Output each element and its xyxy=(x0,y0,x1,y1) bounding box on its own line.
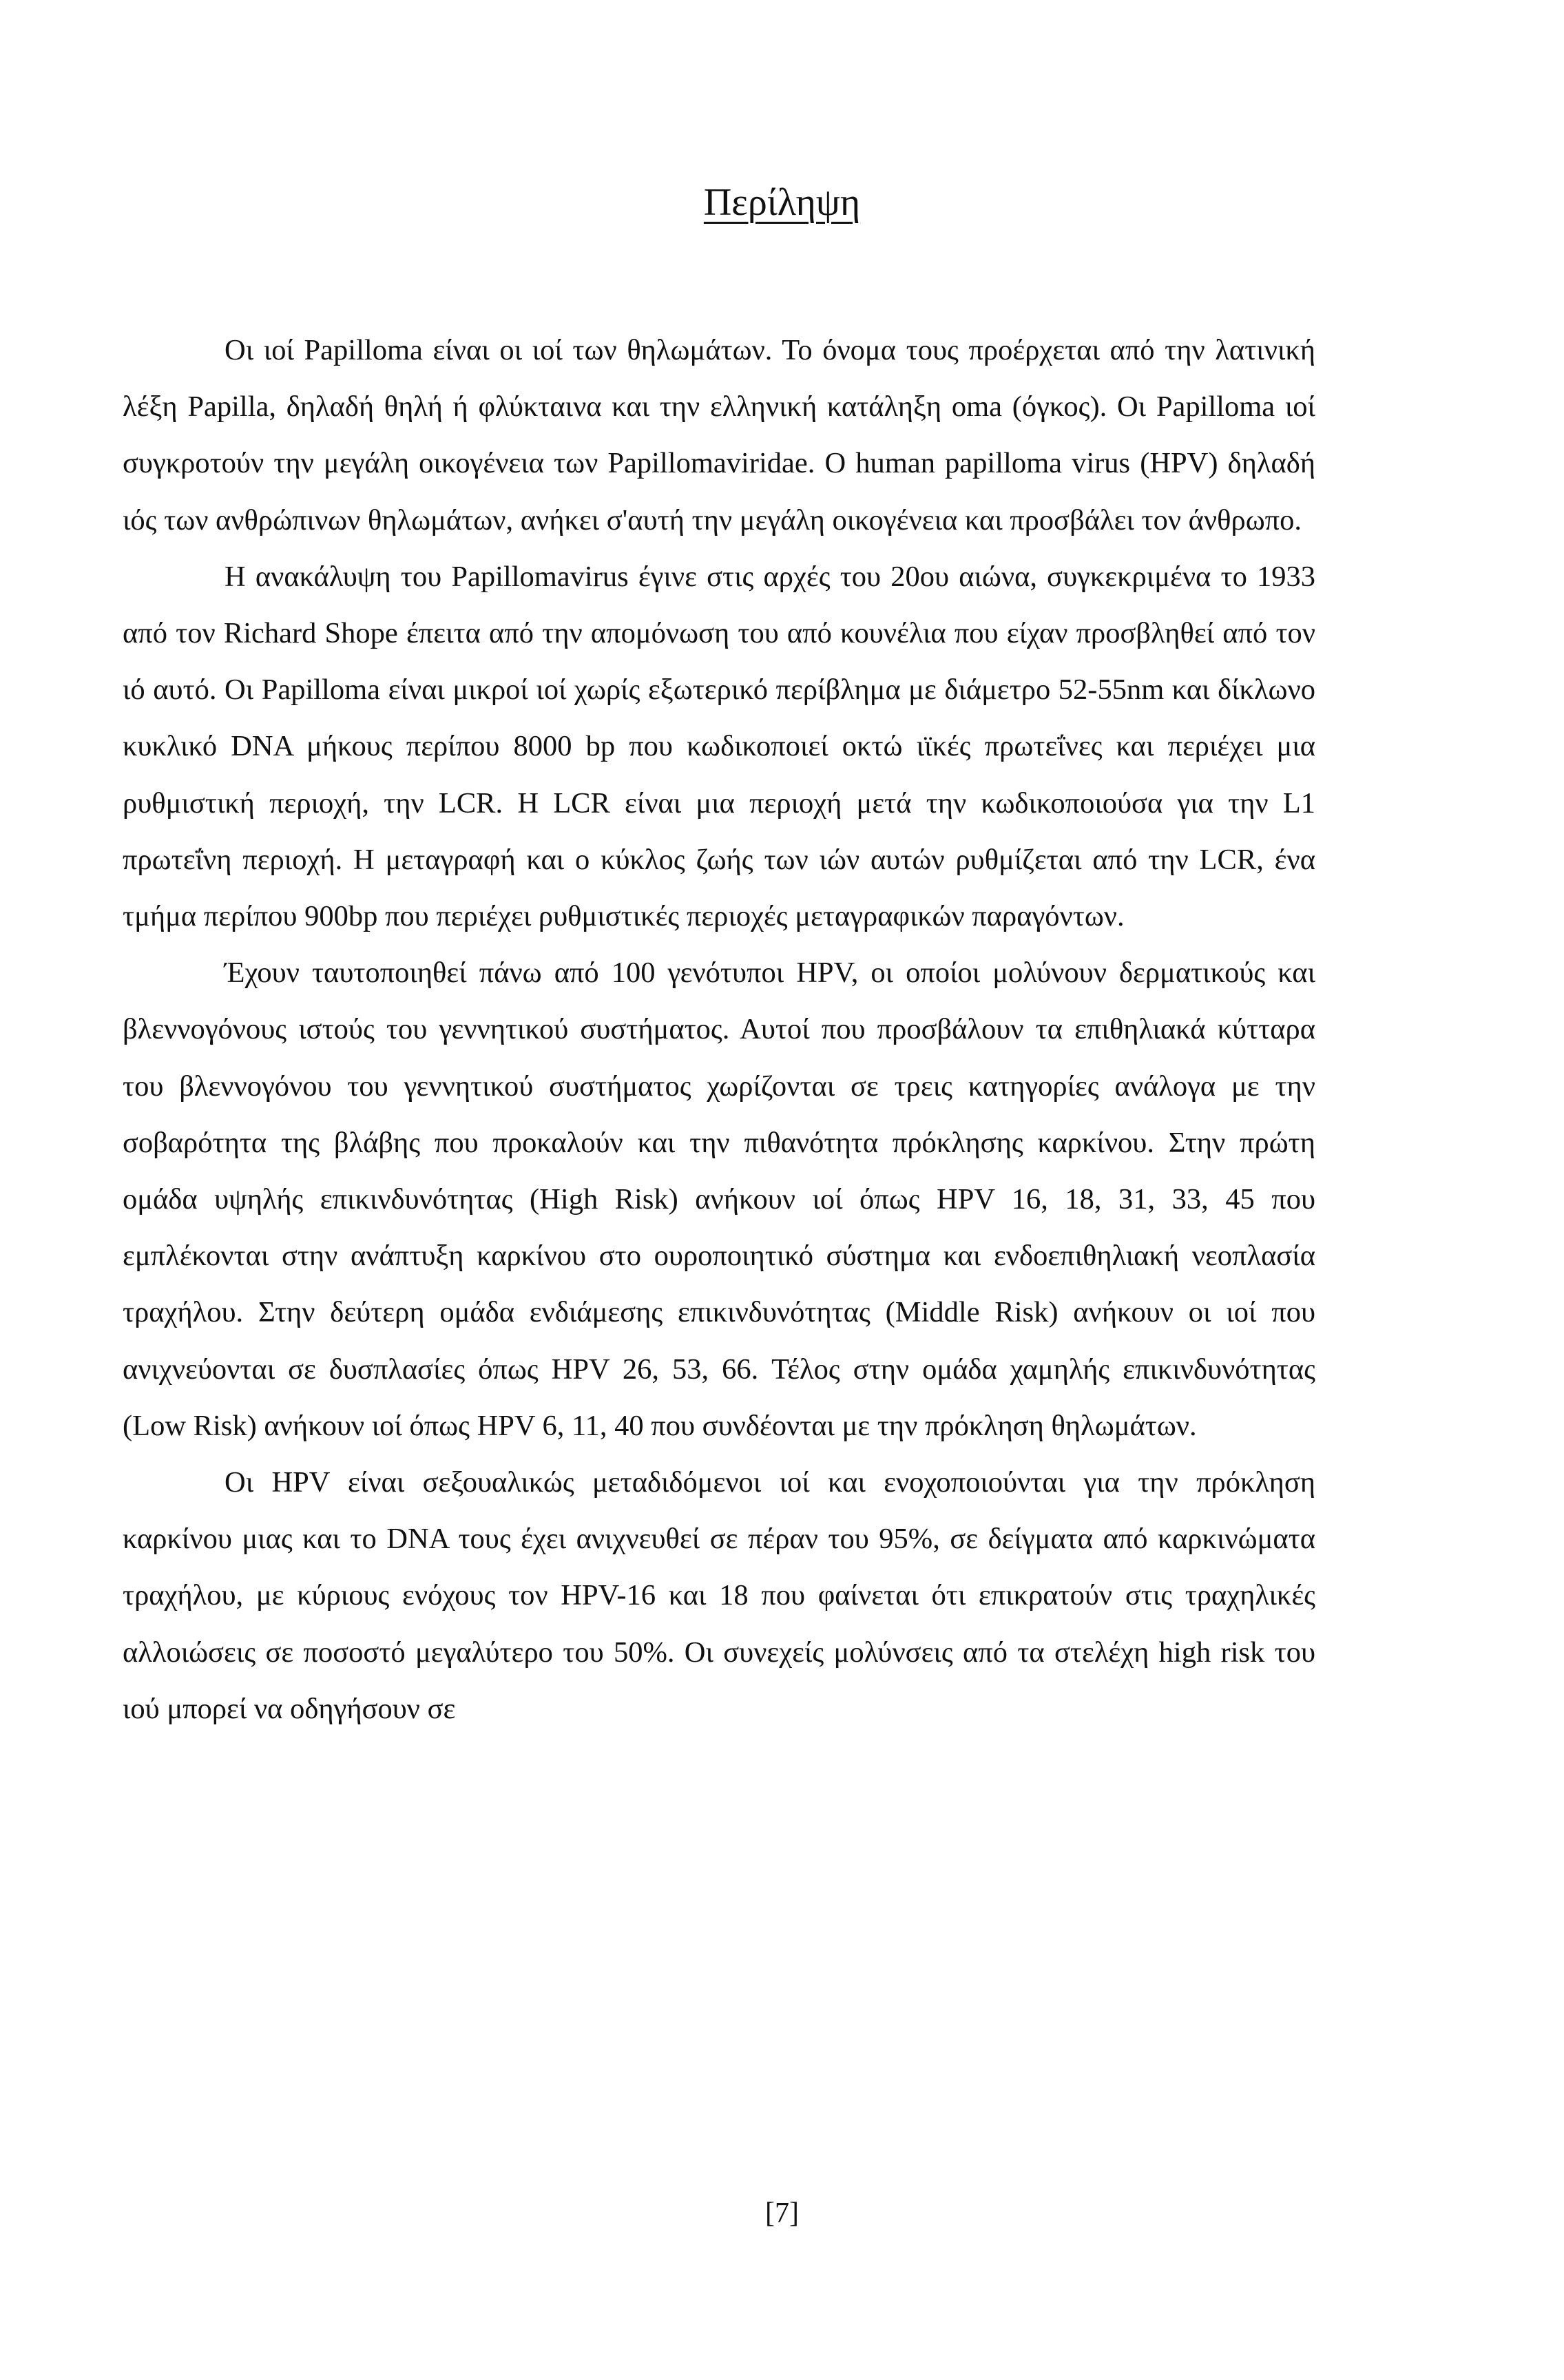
page-title: Περίληψη xyxy=(703,181,861,224)
document-body xyxy=(123,322,1315,1737)
paragraph-genotypes: Έχουν ταυτοποιηθεί πάνω από 100 γενότυποι HPV, οι οποίοι μολύνουν δερματικούς και βλεννογόνους ιστούς του γεννητικού συστήματος. Αυτοί που προσβάλουν τα επιθηλιακά κύτταρα του βλεννογόνου του γεννητικού συστήματος χωρίζονται σε τρεις κατηγορίες ανάλογα με την σοβαρότητα της βλάβης που προκαλούν και την πιθανότητα πρόκλησης καρκίνου. Στην πρώτη ομάδα υψηλής επικινδυνότητας (High Risk) ανήκουν ιοί όπως HPV 16, 18, 31, 33, 45 που εμπλέκονται στην ανάπτυξη καρκίνου στο ουροποιητικό σύστημα και ενδοεπιθηλιακή νεοπλασία τραχήλου. Στην δεύτερη ομάδα ενδιάμεσης επικινδυνότητας (Middle Risk) ανήκουν οι ιοί που ανιχνεύονται σε δυσπλασίες όπως HPV 26, 53, 66. Τέλος στην ομάδα χαμηλής επικινδυνότητας (Low Risk) ανήκουν ιοί όπως HPV 6, 11, 40 που συνδέονται με την πρόκληση θηλωμάτων. xyxy=(123,957,1315,1442)
paragraph-transmission: Οι HPV είναι σεξουαλικώς μεταδιδόμενοι ιοί και ενοχοποιούνται για την πρόκληση καρκίνου μιας και το DNA τους έχει ανιχνευθεί σε πέραν του 95%, σε δείγματα από καρκινώματα τραχήλου, με κύριους ενόχους τον HPV-16 και 18 που φαίνεται ότι επικρατούν στις τραχηλικές αλλοιώσεις σε ποσοστό μεγαλύτερο του 50%. Οι συνεχείς μολύνσεις από τα στελέχη high risk του ιού μπορεί να οδηγήσουν σε xyxy=(123,1466,1315,1725)
paragraph-discovery: Η ανακάλυψη του Papillomavirus έγινε στις αρχές του 20ου αιώνα, συγκεκριμένα το 1933 από τον Richard Shope έπειτα από την απομόνωση του από κουνέλια που είχαν προσβληθεί από τον ιό αυτό. Οι Papilloma είναι μικροί ιοί χωρίς εξωτερικό περίβλημα με διάμετρο 52-55nm και δίκλωνο κυκλικό DNA μήκους περίπου 8000 bp που κωδικοποιεί οκτώ ιϊκές πρωτεΐνες και περιέχει μια ρυθμιστική περιοχή, την LCR. Η LCR είναι μια περιοχή μετά την κωδικοποιούσα για την L1 πρωτεΐνη περιοχή. Η μεταγραφή και ο κύκλος ζωής των ιών αυτών ρυθμίζεται από την LCR, ένα τμήμα περίπου 900bp που περιέχει ρυθμιστικές περιοχές μεταγραφικών παραγόντων. xyxy=(123,560,1315,933)
page-number: [7] xyxy=(765,2198,799,2229)
paragraph-intro: Οι ιοί Papilloma είναι οι ιοί των θηλωμάτων. Το όνομα τους προέρχεται από την λατινική λέξη Papilla, δηλαδή θηλή ή φλύκταινα και την ελληνική κατάληξη oma (όγκος). Οι Papilloma ιοί συγκροτούν την μεγάλη οικογένεια των Papillomaviridae. Ο human papilloma virus (HPV) δηλαδή ιός των ανθρώπινων θηλωμάτων, ανήκει σ'αυτή την μεγάλη οικογένεια και προσβάλει τον άνθρωπο. xyxy=(123,334,1315,536)
